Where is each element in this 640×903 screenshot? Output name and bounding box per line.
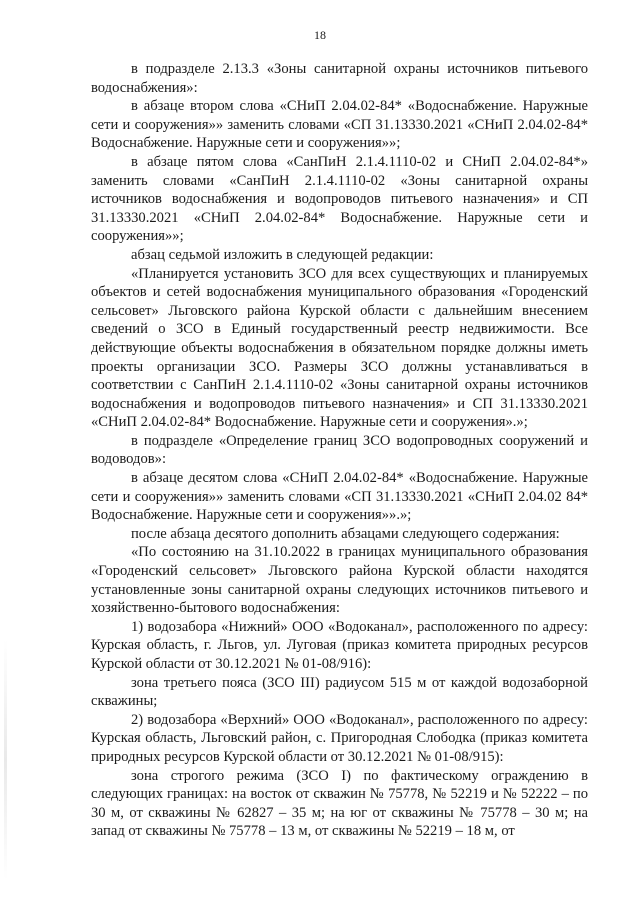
paragraph: в абзаце втором слова «СНиП 2.04.02-84* «Водоснабжение. Наружные сети и сооружения»» заменить словами «СП 31.13330.2021 «СНиП 2.04.02-84* Водоснабжение. Наружные сети и сооружения»»; [91, 98, 588, 152]
scan-edge-shadow [4, 640, 7, 880]
paragraph: в абзаце пятом слова «СанПиН 2.1.4.1110-02 и СНиП 2.04.02-84*» заменить словами «СанПиН 2.1.4.1110-02 «Зоны санитарной охраны источников водоснабжения и водопроводов питьевого назначения» и СП 31.13330.2021 «СНиП 2.04.02-84* Водоснабжение. Наружные сети и сооружения»»; [91, 153, 588, 245]
paragraph: в подразделе «Определение границ ЗСО водопроводных сооружений и водоводов»: [91, 432, 588, 468]
paragraph: в подразделе 2.13.3 «Зоны санитарной охраны источников питьевого водоснабжения»: [91, 61, 588, 96]
paragraph: «По состоянию на 31.10.2022 в границах муниципального образования «Городенский сельсовет» Льговского района Курской области находятся установленные зоны санитарной охраны следующих источников питьевого и хозяйственно-бытового водоснабжения: [91, 544, 588, 617]
paragraph: зона строгого режима (ЗСО I) по фактическому ограждению в следующих границах: на восток от скважин № 75778, № 52219 и № 52222 – по 30 м, от скважины № 62827 – 35 м; на юг от скважины № 75778 – 30 м; на запад от скважины № 75778 – 13 м, от скважины № 52219 – 18 м, от [91, 767, 588, 840]
paragraph: 1) водозабора «Нижний» ООО «Водоканал», расположенного по адресу: Курская область, г. Льгов, ул. Луговая (приказ комитета природных ресурсов Курской области от 30.12.2021 № 01-08/916): [91, 618, 588, 672]
paragraph: «Планируется установить ЗСО для всех существующих и планируемых объектов и сетей водоснабжения муниципального образования «Городенский сельсовет» Льговского района Курской области с дальнейшим внесением сведений о ЗСО в Единый государственный реестр недвижимости. Все действующие объекты водоснабжения в обязательном порядке должны иметь проекты организации ЗСО. Размеры ЗСО должны устанавливаться в соответствии с СанПиН 2.1.4.1110-02 «Зоны санитарной охраны источников водоснабжения и водопроводов питьевого назначения» и СП 31.13330.2021 «СНиП 2.04.02-84* Водоснабжение. Наружные сети и сооружения».»; [91, 265, 588, 431]
paragraph: зона третьего пояса (ЗСО III) радиусом 515 м от каждой водозаборной скважины; [91, 674, 588, 710]
paragraph: 2) водозабора «Верхний» ООО «Водоканал», расположенного по адресу: Курская область, Льговский район, с. Пригородная Слободка (приказ комитета природных ресурсов Курской области от 30.12.2021 № 01-08/915): [91, 711, 588, 765]
paragraph: в абзаце десятом слова «СНиП 2.04.02-84* «Водоснабжение. Наружные сети и сооружения»» заменить словами «СП 31.13330.2021 «СНиП 2.04.02 84* Водоснабжение. Наружные сети и сооружения»».»; [91, 470, 588, 524]
page-number: 18 [314, 28, 326, 42]
paragraph: после абзаца десятого дополнить абзацами следующего содержания: [131, 525, 560, 542]
paragraph: абзац седьмой изложить в следующей редакции: [131, 246, 434, 263]
document-body [91, 60, 588, 841]
